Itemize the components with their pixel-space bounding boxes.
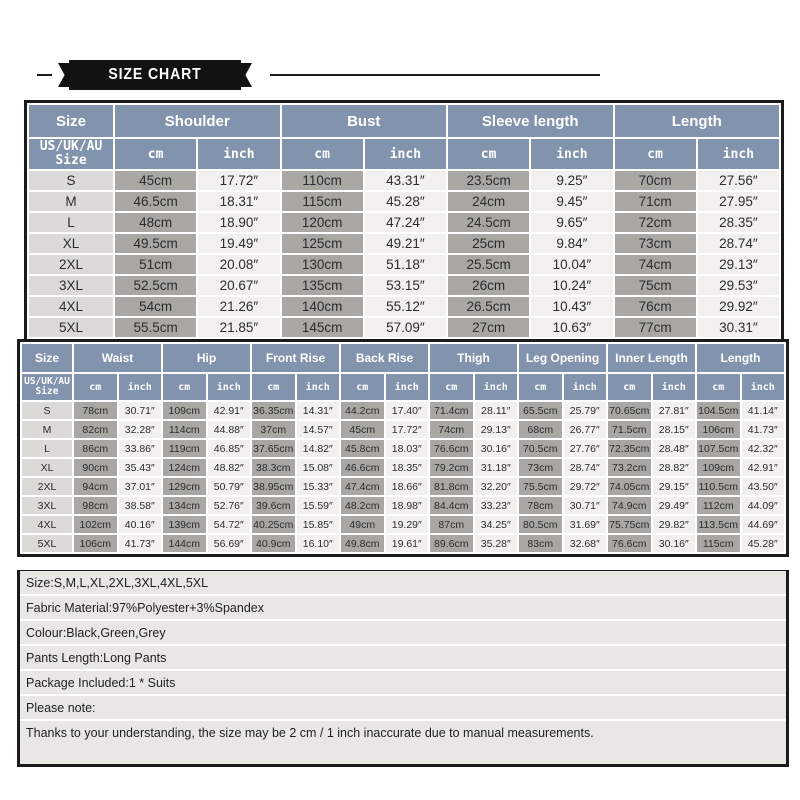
unit-header-inch: inch bbox=[365, 139, 446, 169]
value-cm: 125cm bbox=[282, 234, 363, 253]
value-inch: 14.31″ bbox=[297, 402, 340, 419]
unit-header-inch: inch bbox=[386, 374, 429, 400]
value-cm: 89.6cm bbox=[430, 535, 473, 552]
value-cm: 74cm bbox=[430, 421, 473, 438]
column-group-hip: Hip bbox=[163, 344, 250, 372]
value-inch: 28.15″ bbox=[653, 421, 696, 438]
value-inch: 42.32″ bbox=[742, 440, 785, 457]
value-cm: 65.5cm bbox=[519, 402, 562, 419]
value-inch: 29.15″ bbox=[653, 478, 696, 495]
value-inch: 29.13″ bbox=[475, 421, 518, 438]
value-inch: 15.85″ bbox=[297, 516, 340, 533]
value-inch: 29.53″ bbox=[698, 276, 779, 295]
unit-header-inch: inch bbox=[198, 139, 279, 169]
value-cm: 74.05cm bbox=[608, 478, 651, 495]
value-inch: 38.58″ bbox=[119, 497, 162, 514]
unit-header-inch: inch bbox=[742, 374, 785, 400]
value-cm: 73.2cm bbox=[608, 459, 651, 476]
unit-header-cm: cm bbox=[341, 374, 384, 400]
value-cm: 24cm bbox=[448, 192, 529, 211]
value-inch: 35.43″ bbox=[119, 459, 162, 476]
value-cm: 82cm bbox=[74, 421, 117, 438]
value-inch: 56.69″ bbox=[208, 535, 251, 552]
value-inch: 21.26″ bbox=[198, 297, 279, 316]
value-cm: 70cm bbox=[615, 171, 696, 190]
value-inch: 15.59″ bbox=[297, 497, 340, 514]
column-group-back-rise: Back Rise bbox=[341, 344, 428, 372]
value-cm: 134cm bbox=[163, 497, 206, 514]
value-cm: 51cm bbox=[115, 255, 196, 274]
value-cm: 79.2cm bbox=[430, 459, 473, 476]
value-cm: 119cm bbox=[163, 440, 206, 457]
value-cm: 73cm bbox=[519, 459, 562, 476]
table-row-m bbox=[22, 421, 784, 438]
size-subheader: US/UK/AU Size bbox=[22, 374, 72, 400]
value-cm: 145cm bbox=[282, 318, 363, 337]
size-chart-ribbon bbox=[58, 60, 252, 90]
table-row-4xl bbox=[22, 516, 784, 533]
value-inch: 41.73″ bbox=[742, 421, 785, 438]
unit-header-inch: inch bbox=[208, 374, 251, 400]
value-inch: 17.72″ bbox=[198, 171, 279, 190]
value-inch: 45.28″ bbox=[365, 192, 446, 211]
value-inch: 15.08″ bbox=[297, 459, 340, 476]
value-cm: 112cm bbox=[697, 497, 740, 514]
value-inch: 51.18″ bbox=[365, 255, 446, 274]
value-inch: 10.43″ bbox=[531, 297, 612, 316]
value-inch: 14.82″ bbox=[297, 440, 340, 457]
value-cm: 98cm bbox=[74, 497, 117, 514]
unit-header-cm: cm bbox=[252, 374, 295, 400]
unit-header-inch: inch bbox=[531, 139, 612, 169]
value-inch: 10.24″ bbox=[531, 276, 612, 295]
value-inch: 41.73″ bbox=[119, 535, 162, 552]
row-size-label: S bbox=[29, 171, 113, 190]
value-cm: 76.6cm bbox=[608, 535, 651, 552]
row-size-label: 4XL bbox=[29, 297, 113, 316]
row-size-label: M bbox=[29, 192, 113, 211]
value-inch: 25.79″ bbox=[564, 402, 607, 419]
note-line-2: Fabric Material:97%Polyester+3%Spandex bbox=[20, 596, 786, 621]
row-size-label: S bbox=[22, 402, 72, 419]
value-cm: 80.5cm bbox=[519, 516, 562, 533]
value-inch: 18.66″ bbox=[386, 478, 429, 495]
column-group-waist: Waist bbox=[74, 344, 161, 372]
bottom-size-table bbox=[17, 339, 789, 557]
table-row-l bbox=[29, 213, 779, 232]
unit-header-cm: cm bbox=[430, 374, 473, 400]
unit-header-row bbox=[22, 374, 784, 400]
value-inch: 44.09″ bbox=[742, 497, 785, 514]
value-inch: 17.72″ bbox=[386, 421, 429, 438]
value-cm: 38.95cm bbox=[252, 478, 295, 495]
value-inch: 28.82″ bbox=[653, 459, 696, 476]
note-line-7: Thanks to your understanding, the size may be 2 cm / 1 inch inaccurate due to manual measurements. bbox=[20, 721, 786, 764]
value-inch: 50.79″ bbox=[208, 478, 251, 495]
note-line-5: Package Included:1 * Suits bbox=[20, 671, 786, 696]
value-inch: 28.35″ bbox=[698, 213, 779, 232]
value-inch: 18.31″ bbox=[198, 192, 279, 211]
value-cm: 94cm bbox=[74, 478, 117, 495]
value-inch: 16.10″ bbox=[297, 535, 340, 552]
column-group-thigh: Thigh bbox=[430, 344, 517, 372]
value-inch: 28.74″ bbox=[698, 234, 779, 253]
value-cm: 83cm bbox=[519, 535, 562, 552]
value-inch: 21.85″ bbox=[198, 318, 279, 337]
value-inch: 18.98″ bbox=[386, 497, 429, 514]
value-cm: 78cm bbox=[74, 402, 117, 419]
value-cm: 74.9cm bbox=[608, 497, 651, 514]
group-header-row bbox=[29, 105, 779, 137]
unit-header-inch: inch bbox=[653, 374, 696, 400]
ribbon-fold-left-icon bbox=[58, 63, 70, 87]
unit-header-cm: cm bbox=[448, 139, 529, 169]
value-cm: 23.5cm bbox=[448, 171, 529, 190]
value-cm: 73cm bbox=[615, 234, 696, 253]
table-row-s bbox=[22, 402, 784, 419]
value-cm: 90cm bbox=[74, 459, 117, 476]
value-cm: 124cm bbox=[163, 459, 206, 476]
value-inch: 30.16″ bbox=[653, 535, 696, 552]
value-cm: 47.4cm bbox=[341, 478, 384, 495]
value-cm: 49cm bbox=[341, 516, 384, 533]
value-cm: 24.5cm bbox=[448, 213, 529, 232]
value-cm: 55.5cm bbox=[115, 318, 196, 337]
value-cm: 40.25cm bbox=[252, 516, 295, 533]
value-inch: 33.23″ bbox=[475, 497, 518, 514]
value-inch: 17.40″ bbox=[386, 402, 429, 419]
product-notes bbox=[17, 570, 789, 767]
value-inch: 20.67″ bbox=[198, 276, 279, 295]
table-row-xl bbox=[29, 234, 779, 253]
group-header-row bbox=[22, 344, 784, 372]
value-cm: 104.5cm bbox=[697, 402, 740, 419]
value-cm: 115cm bbox=[697, 535, 740, 552]
value-cm: 110cm bbox=[282, 171, 363, 190]
unit-header-inch: inch bbox=[297, 374, 340, 400]
value-inch: 20.08″ bbox=[198, 255, 279, 274]
row-size-label: 2XL bbox=[29, 255, 113, 274]
note-line-4: Pants Length:Long Pants bbox=[20, 646, 786, 671]
table-row-5xl bbox=[22, 535, 784, 552]
value-inch: 42.91″ bbox=[742, 459, 785, 476]
value-cm: 70.65cm bbox=[608, 402, 651, 419]
column-group-leg-opening: Leg Opening bbox=[519, 344, 606, 372]
value-inch: 29.49″ bbox=[653, 497, 696, 514]
value-cm: 106cm bbox=[697, 421, 740, 438]
value-inch: 18.35″ bbox=[386, 459, 429, 476]
value-cm: 68cm bbox=[519, 421, 562, 438]
table-row-s bbox=[29, 171, 779, 190]
value-cm: 115cm bbox=[282, 192, 363, 211]
unit-header-row bbox=[29, 139, 779, 169]
value-inch: 37.01″ bbox=[119, 478, 162, 495]
value-inch: 43.50″ bbox=[742, 478, 785, 495]
value-cm: 120cm bbox=[282, 213, 363, 232]
value-inch: 52.76″ bbox=[208, 497, 251, 514]
value-cm: 36.35cm bbox=[252, 402, 295, 419]
table-row-3xl bbox=[22, 497, 784, 514]
value-cm: 39.6cm bbox=[252, 497, 295, 514]
value-cm: 72cm bbox=[615, 213, 696, 232]
value-cm: 113.5cm bbox=[697, 516, 740, 533]
table-row-2xl bbox=[29, 255, 779, 274]
unit-header-inch: inch bbox=[475, 374, 518, 400]
row-size-label: 2XL bbox=[22, 478, 72, 495]
value-inch: 34.25″ bbox=[475, 516, 518, 533]
value-cm: 74cm bbox=[615, 255, 696, 274]
row-size-label: 5XL bbox=[29, 318, 113, 337]
value-cm: 87cm bbox=[430, 516, 473, 533]
note-line-3: Colour:Black,Green,Grey bbox=[20, 621, 786, 646]
value-inch: 47.24″ bbox=[365, 213, 446, 232]
value-inch: 19.49″ bbox=[198, 234, 279, 253]
value-inch: 43.31″ bbox=[365, 171, 446, 190]
value-cm: 114cm bbox=[163, 421, 206, 438]
value-cm: 46.6cm bbox=[341, 459, 384, 476]
value-inch: 30.71″ bbox=[564, 497, 607, 514]
value-inch: 27.81″ bbox=[653, 402, 696, 419]
value-cm: 71cm bbox=[615, 192, 696, 211]
value-inch: 42.91″ bbox=[208, 402, 251, 419]
value-cm: 139cm bbox=[163, 516, 206, 533]
value-inch: 9.84″ bbox=[531, 234, 612, 253]
column-group-shoulder: Shoulder bbox=[115, 105, 280, 137]
value-inch: 9.25″ bbox=[531, 171, 612, 190]
value-cm: 130cm bbox=[282, 255, 363, 274]
column-group-inner-length: Inner Length bbox=[608, 344, 695, 372]
table-row-m bbox=[29, 192, 779, 211]
value-inch: 28.11″ bbox=[475, 402, 518, 419]
value-inch: 31.69″ bbox=[564, 516, 607, 533]
row-size-label: 3XL bbox=[29, 276, 113, 295]
value-cm: 37cm bbox=[252, 421, 295, 438]
ribbon-fold-right-icon bbox=[240, 63, 252, 87]
table-row-2xl bbox=[22, 478, 784, 495]
value-cm: 75.5cm bbox=[519, 478, 562, 495]
column-group-length: Length bbox=[615, 105, 780, 137]
value-inch: 26.77″ bbox=[564, 421, 607, 438]
unit-header-inch: inch bbox=[698, 139, 779, 169]
value-cm: 70.5cm bbox=[519, 440, 562, 457]
value-inch: 53.15″ bbox=[365, 276, 446, 295]
value-cm: 26.5cm bbox=[448, 297, 529, 316]
value-inch: 27.56″ bbox=[698, 171, 779, 190]
value-cm: 46.5cm bbox=[115, 192, 196, 211]
unit-header-cm: cm bbox=[608, 374, 651, 400]
row-size-label: 5XL bbox=[22, 535, 72, 552]
row-size-label: 4XL bbox=[22, 516, 72, 533]
value-cm: 75cm bbox=[615, 276, 696, 295]
value-inch: 44.88″ bbox=[208, 421, 251, 438]
value-cm: 76.6cm bbox=[430, 440, 473, 457]
value-cm: 71.5cm bbox=[608, 421, 651, 438]
value-cm: 37.65cm bbox=[252, 440, 295, 457]
banner-right-line bbox=[270, 74, 600, 76]
value-inch: 18.03″ bbox=[386, 440, 429, 457]
value-cm: 54cm bbox=[115, 297, 196, 316]
value-cm: 27cm bbox=[448, 318, 529, 337]
banner-title: SIZE CHART bbox=[108, 66, 202, 83]
value-inch: 54.72″ bbox=[208, 516, 251, 533]
row-size-label: XL bbox=[22, 459, 72, 476]
value-cm: 107.5cm bbox=[697, 440, 740, 457]
value-inch: 29.13″ bbox=[698, 255, 779, 274]
unit-header-inch: inch bbox=[119, 374, 162, 400]
note-line-6: Please note: bbox=[20, 696, 786, 721]
value-cm: 25.5cm bbox=[448, 255, 529, 274]
value-cm: 78cm bbox=[519, 497, 562, 514]
unit-header-cm: cm bbox=[74, 374, 117, 400]
unit-header-cm: cm bbox=[519, 374, 562, 400]
value-cm: 81.8cm bbox=[430, 478, 473, 495]
value-cm: 49.5cm bbox=[115, 234, 196, 253]
value-inch: 32.68″ bbox=[564, 535, 607, 552]
value-cm: 48.2cm bbox=[341, 497, 384, 514]
unit-header-cm: cm bbox=[615, 139, 696, 169]
unit-header-cm: cm bbox=[697, 374, 740, 400]
value-cm: 45.8cm bbox=[341, 440, 384, 457]
value-inch: 30.31″ bbox=[698, 318, 779, 337]
value-inch: 29.82″ bbox=[653, 516, 696, 533]
unit-header-cm: cm bbox=[163, 374, 206, 400]
table-row-l bbox=[22, 440, 784, 457]
value-cm: 109cm bbox=[697, 459, 740, 476]
value-cm: 144cm bbox=[163, 535, 206, 552]
value-cm: 140cm bbox=[282, 297, 363, 316]
value-inch: 41.14″ bbox=[742, 402, 785, 419]
value-cm: 25cm bbox=[448, 234, 529, 253]
value-inch: 33.86″ bbox=[119, 440, 162, 457]
value-cm: 77cm bbox=[615, 318, 696, 337]
column-group-front-rise: Front Rise bbox=[252, 344, 339, 372]
value-cm: 135cm bbox=[282, 276, 363, 295]
unit-header-inch: inch bbox=[564, 374, 607, 400]
value-cm: 76cm bbox=[615, 297, 696, 316]
value-inch: 18.90″ bbox=[198, 213, 279, 232]
value-inch: 10.63″ bbox=[531, 318, 612, 337]
value-cm: 40.9cm bbox=[252, 535, 295, 552]
value-cm: 71.4cm bbox=[430, 402, 473, 419]
value-inch: 49.21″ bbox=[365, 234, 446, 253]
value-inch: 19.61″ bbox=[386, 535, 429, 552]
value-inch: 27.95″ bbox=[698, 192, 779, 211]
column-group-length: Length bbox=[697, 344, 784, 372]
value-inch: 28.48″ bbox=[653, 440, 696, 457]
value-inch: 44.69″ bbox=[742, 516, 785, 533]
value-cm: 48cm bbox=[115, 213, 196, 232]
value-inch: 40.16″ bbox=[119, 516, 162, 533]
value-inch: 29.72″ bbox=[564, 478, 607, 495]
value-inch: 14.57″ bbox=[297, 421, 340, 438]
banner-row bbox=[0, 58, 800, 92]
value-cm: 110.5cm bbox=[697, 478, 740, 495]
value-inch: 48.82″ bbox=[208, 459, 251, 476]
value-inch: 45.28″ bbox=[742, 535, 785, 552]
note-line-1: Size:S,M,L,XL,2XL,3XL,4XL,5XL bbox=[20, 571, 786, 596]
row-size-label: 3XL bbox=[22, 497, 72, 514]
value-inch: 30.71″ bbox=[119, 402, 162, 419]
unit-header-cm: cm bbox=[115, 139, 196, 169]
value-inch: 30.16″ bbox=[475, 440, 518, 457]
column-group-bust: Bust bbox=[282, 105, 447, 137]
value-cm: 45cm bbox=[115, 171, 196, 190]
value-inch: 28.74″ bbox=[564, 459, 607, 476]
size-subheader: US/UK/AU Size bbox=[29, 139, 113, 169]
table-row-5xl bbox=[29, 318, 779, 337]
value-inch: 31.18″ bbox=[475, 459, 518, 476]
value-cm: 44.2cm bbox=[341, 402, 384, 419]
row-size-label: XL bbox=[29, 234, 113, 253]
value-cm: 86cm bbox=[74, 440, 117, 457]
value-inch: 27.76″ bbox=[564, 440, 607, 457]
value-inch: 10.04″ bbox=[531, 255, 612, 274]
banner-title-box bbox=[69, 60, 241, 90]
row-size-label: M bbox=[22, 421, 72, 438]
value-cm: 109cm bbox=[163, 402, 206, 419]
row-size-label: L bbox=[29, 213, 113, 232]
value-cm: 84.4cm bbox=[430, 497, 473, 514]
value-cm: 52.5cm bbox=[115, 276, 196, 295]
column-group-sleeve-length: Sleeve length bbox=[448, 105, 613, 137]
value-inch: 32.28″ bbox=[119, 421, 162, 438]
value-inch: 9.45″ bbox=[531, 192, 612, 211]
value-cm: 72.35cm bbox=[608, 440, 651, 457]
table-row-xl bbox=[22, 459, 784, 476]
value-cm: 45cm bbox=[341, 421, 384, 438]
table-row-4xl bbox=[29, 297, 779, 316]
value-cm: 75.75cm bbox=[608, 516, 651, 533]
value-inch: 29.92″ bbox=[698, 297, 779, 316]
value-inch: 32.20″ bbox=[475, 478, 518, 495]
value-inch: 46.85″ bbox=[208, 440, 251, 457]
column-group-size: Size bbox=[29, 105, 113, 137]
table-row-3xl bbox=[29, 276, 779, 295]
banner-left-dash bbox=[37, 74, 52, 76]
value-inch: 15.33″ bbox=[297, 478, 340, 495]
value-cm: 129cm bbox=[163, 478, 206, 495]
column-group-size: Size bbox=[22, 344, 72, 372]
value-inch: 57.09″ bbox=[365, 318, 446, 337]
unit-header-cm: cm bbox=[282, 139, 363, 169]
value-inch: 35.28″ bbox=[475, 535, 518, 552]
top-size-table bbox=[24, 100, 784, 342]
value-cm: 49.8cm bbox=[341, 535, 384, 552]
value-inch: 19.29″ bbox=[386, 516, 429, 533]
value-inch: 55.12″ bbox=[365, 297, 446, 316]
value-cm: 102cm bbox=[74, 516, 117, 533]
value-cm: 26cm bbox=[448, 276, 529, 295]
row-size-label: L bbox=[22, 440, 72, 457]
value-inch: 9.65″ bbox=[531, 213, 612, 232]
value-cm: 38.3cm bbox=[252, 459, 295, 476]
value-cm: 106cm bbox=[74, 535, 117, 552]
